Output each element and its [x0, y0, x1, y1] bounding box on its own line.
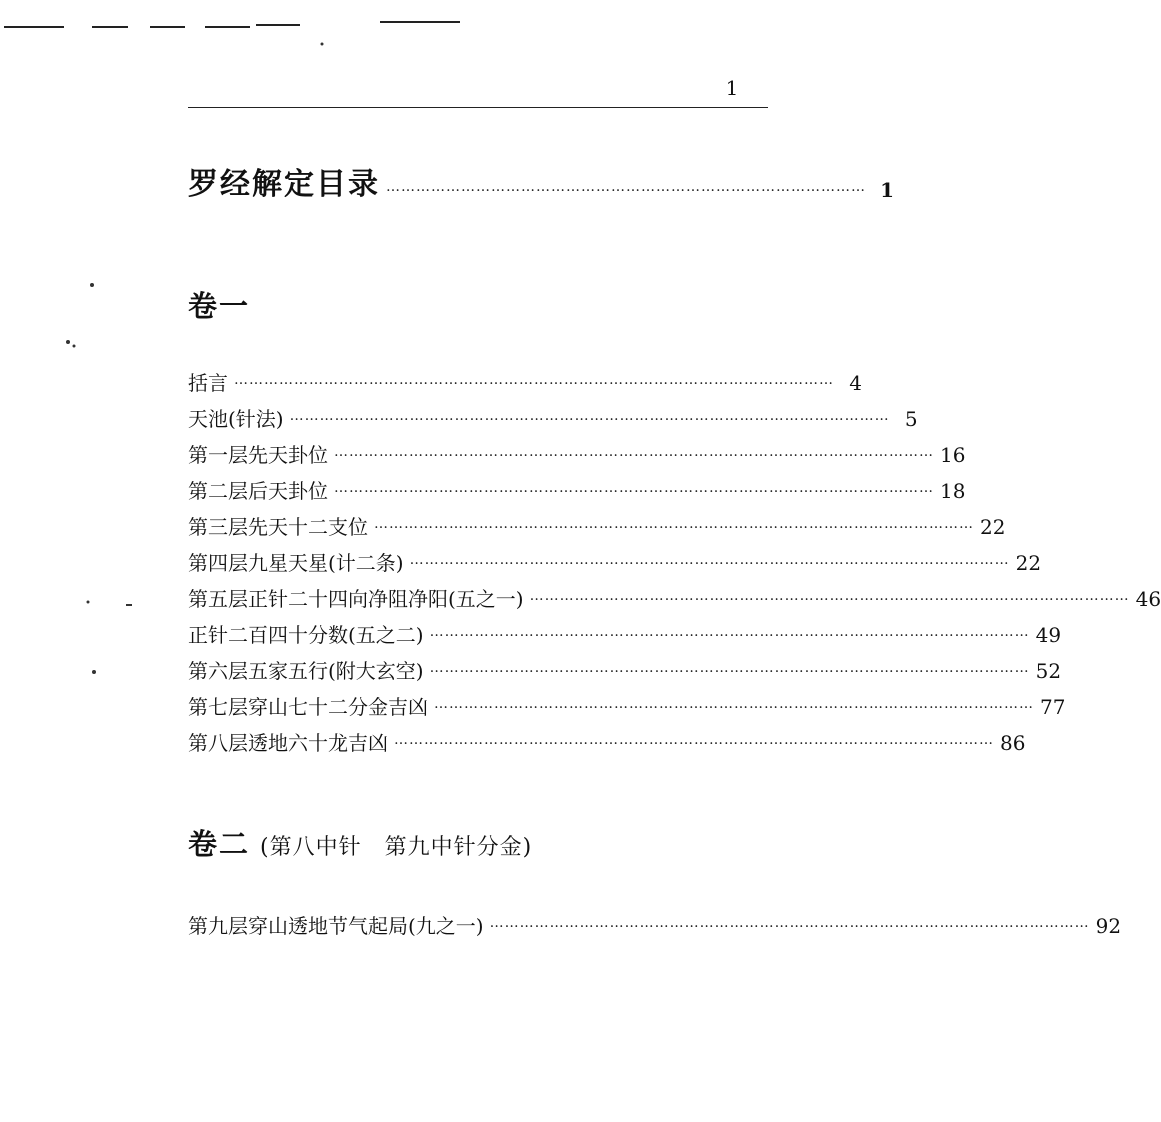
volume1-heading: [188, 284, 250, 325]
header-rule: [188, 107, 768, 108]
dot-leader: …………………………………………………………………………………………………………: [529, 588, 1130, 604]
toc-entry[interactable]: [188, 398, 918, 434]
toc-entry[interactable]: [188, 434, 966, 470]
toc-entry[interactable]: [188, 614, 1062, 650]
toc-entry-page: 52: [1035, 659, 1062, 683]
toc-entry-page: 86: [1000, 731, 1026, 755]
toc-entry-title: 天池(针法): [188, 407, 284, 431]
toc-title-entry[interactable]: [188, 165, 894, 205]
toc-main-title: 罗经解定目录: [188, 167, 380, 202]
volume1-heading-label: 卷一: [188, 289, 251, 323]
toc-entry-title: 第五层正针二十四向净阻净阳(五之一): [188, 587, 524, 611]
toc-entry-page: 77: [1040, 695, 1066, 719]
toc-entry[interactable]: [188, 470, 966, 506]
toc-entry[interactable]: [188, 362, 862, 398]
page-number: 1: [725, 76, 739, 100]
dot-leader: …………………………………………………………………………………………………………: [394, 732, 994, 748]
toc-entry-title: 第七层穿山七十二分金吉凶: [188, 695, 428, 719]
toc-main-title-page: 1: [880, 178, 894, 202]
toc-entry-title: 第一层先天卦位: [188, 443, 328, 467]
toc-entry[interactable]: [188, 905, 1122, 941]
toc-entry-title: 第三层先天十二支位: [188, 515, 368, 539]
dot-leader: …………………………………………………………………………………………………………: [429, 660, 1030, 676]
toc-entry-title: 第八层透地六十龙吉凶: [188, 731, 388, 755]
toc-entry[interactable]: [188, 506, 1006, 542]
toc-entry-page: 5: [904, 407, 918, 431]
dot-leader: …………………………………………………………………………………………………………: [409, 552, 1010, 568]
toc-entry-title: 第二层后天卦位: [188, 479, 328, 503]
volume2-entry-list: [188, 905, 1122, 941]
toc-entry-page: 49: [1035, 623, 1062, 647]
toc-entry-page: 16: [940, 443, 966, 467]
dot-leader: …………………………………………………………………………………………………………: [489, 915, 1090, 931]
dot-leader: ……………………………………………………………………………………: [386, 179, 866, 195]
toc-entry-page: 46: [1135, 587, 1161, 611]
dot-leader: …………………………………………………………………………………………………………: [334, 480, 934, 496]
toc-entry-page: 92: [1095, 914, 1122, 938]
scan-artifact-dashes: [0, 0, 520, 50]
dot-leader: …………………………………………………………………………………………………………: [289, 408, 890, 424]
volume1-entry-list: [188, 362, 1161, 758]
toc-entry-title: 正针二百四十分数(五之二): [188, 623, 424, 647]
toc-entry[interactable]: [188, 542, 1042, 578]
volume2-subtitle: (第八中针 第九中针分金): [260, 835, 533, 860]
toc-entry[interactable]: [188, 650, 1062, 686]
toc-entry[interactable]: [188, 686, 1066, 722]
dot-leader: …………………………………………………………………………………………………………: [234, 372, 834, 388]
toc-entry-title: 第六层五家五行(附大玄空): [188, 659, 424, 683]
toc-entry-page: 18: [940, 479, 966, 503]
toc-entry-title: 第四层九星天星(计二条): [188, 551, 404, 575]
toc-entry[interactable]: [188, 722, 1026, 758]
dot-leader: …………………………………………………………………………………………………………: [334, 444, 934, 460]
toc-entry[interactable]: [188, 578, 1161, 614]
dot-leader: …………………………………………………………………………………………………………: [429, 624, 1030, 640]
dot-leader: …………………………………………………………………………………………………………: [374, 516, 974, 532]
toc-entry-page: 4: [849, 371, 862, 395]
toc-entry-title: 括言: [188, 371, 228, 395]
volume2-heading-label: 卷二: [188, 827, 251, 861]
volume2-heading: [188, 822, 532, 863]
dot-leader: …………………………………………………………………………………………………………: [434, 696, 1034, 712]
toc-entry-title: 第九层穿山透地节气起局(九之一): [188, 914, 484, 938]
toc-entry-page: 22: [1015, 551, 1042, 575]
toc-entry-page: 22: [980, 515, 1006, 539]
